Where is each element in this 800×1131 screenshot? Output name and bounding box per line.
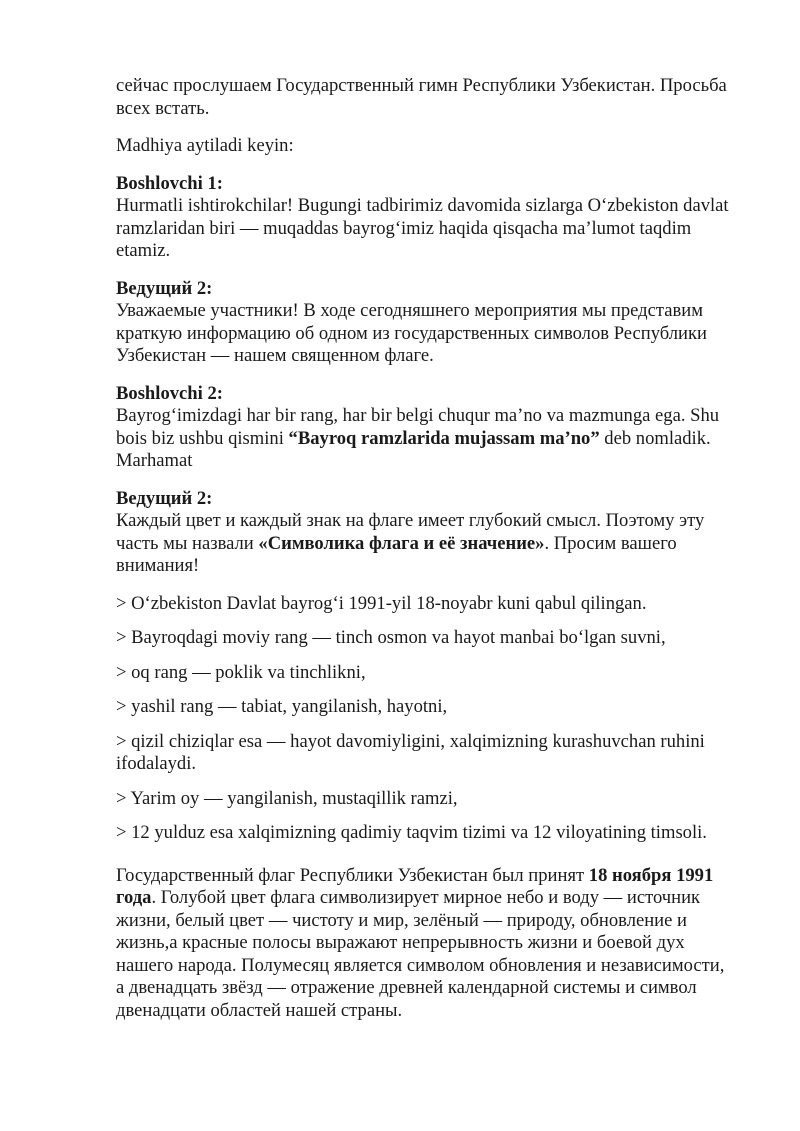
speaker-text bbox=[116, 405, 730, 473]
closing-post: . Голубой цвет флага символизирует мирное небо и воду — источник жизни, белый цвет — чистоту и мир, зелёный — природу, обновление и жизнь,а красные полосы выражают непрерывность жизни и боевой дух нашего народа. Полумесяц является символом обновления и независимости, а двенадцать звёзд — отражение древней календарной системы и символ двенадцати областей нашей страны. bbox=[116, 887, 725, 1021]
speaker-label: Boshlovchi 2: bbox=[116, 382, 223, 404]
list-item: > oq rang — poklik va tinchlikni, bbox=[116, 661, 366, 683]
speaker-block-1 bbox=[116, 173, 730, 263]
speaker-label: Ведущий 2: bbox=[116, 277, 213, 299]
list-item: > Bayroqdagi moviy rang — tinch osmon va hayot manbai bo‘lgan suvni, bbox=[116, 627, 666, 648]
speaker-text-post: deb nomladik. Marhamat bbox=[116, 427, 711, 471]
speaker-text: Hurmatli ishtirokchilar! Bugungi tadbirimiz davomida sizlarga O‘zbekiston davlat ramzlaridan biri — muqaddas bayrog‘imiz haqida qisqacha ma’lumot taqdim etamiz. bbox=[116, 195, 729, 261]
speaker-label: Boshlovchi 1: bbox=[116, 172, 223, 194]
closing-paragraph bbox=[116, 865, 730, 1023]
flag-symbol-list bbox=[116, 593, 730, 845]
speaker-text-post: . Просим вашего внимания! bbox=[116, 532, 677, 576]
speaker-block-4 bbox=[116, 488, 730, 578]
speaker-label: Ведущий 2: bbox=[116, 487, 213, 509]
intro-anthem-uz-text: Madhiya aytiladi keyin: bbox=[116, 135, 294, 156]
list-item: > O‘zbekiston Davlat bayrog‘i 1991-yil 18-noyabr kuni qabul qilingan. bbox=[116, 592, 647, 614]
intro-anthem-text: сейчас прослушаем Государственный гимн Республики Узбекистан. Просьба всех встать. bbox=[116, 75, 727, 119]
list-item: > qizil chiziqlar esa — hayot davomiyligini, xalqimizning kurashuvchan ruhini ifodalaydi. bbox=[116, 730, 705, 774]
adoption-date: 18 ноября 1991 года bbox=[116, 864, 714, 908]
speaker-text-pre: Каждый цвет и каждый знак на флаге имеет глубокий смысл. Поэтому эту часть мы назвали bbox=[116, 510, 705, 554]
section-title-ru: «Символика флага и её значение» bbox=[258, 532, 545, 554]
list-item: > 12 yulduz esa xalqimizning qadimiy taqvim tizimi va 12 viloyatining timsoli. bbox=[116, 822, 707, 843]
speaker-text-pre: Bayrog‘imizdagi har bir rang, har bir belgi chuqur ma’no va mazmunga ega. Shu bois biz ushbu qismini bbox=[116, 405, 720, 449]
list-item: > yashil rang — tabiat, yangilanish, hayotni, bbox=[116, 696, 448, 717]
speaker-text bbox=[116, 510, 730, 578]
section-title-uz: “Bayroq ramzlarida mujassam ma’no” bbox=[288, 427, 600, 449]
speaker-block-3 bbox=[116, 383, 730, 473]
closing-pre: Государственный флаг Республики Узбекистан был принят bbox=[116, 864, 589, 886]
speaker-block-2 bbox=[116, 278, 730, 368]
list-item: > Yarim oy — yangilanish, mustaqillik ramzi, bbox=[116, 787, 458, 809]
speaker-text: Уважаемые участники! В ходе сегодняшнего мероприятия мы представим краткую информацию об одном из государственных символов Республики Узбекистан — нашем священном флаге. bbox=[116, 300, 707, 366]
